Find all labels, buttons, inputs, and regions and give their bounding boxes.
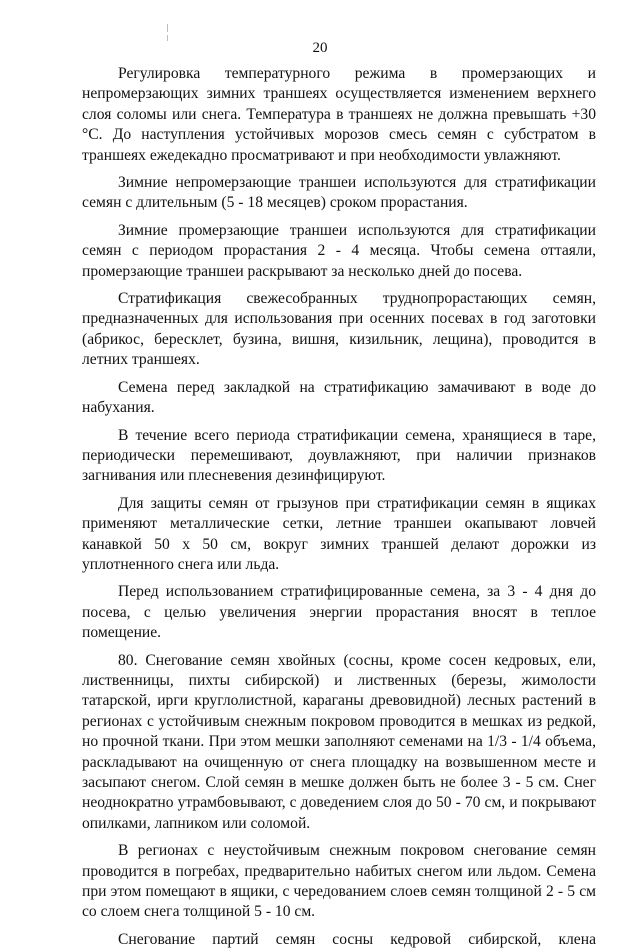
page-number: 20 [312, 40, 328, 56]
paragraph-cedar-pine-snow-treatment: Снегование партий семян сосны кедровой сибирской, клена [118, 930, 596, 948]
paragraph-rodent-protection: Для защиты семян от грызунов при стратификации семян в ящиках применяют металлические сетки, летние траншеи окапывают ловчей канавкой 50 х 50 см, вокруг зимних траншей делают дорожки из уплотненного снега или льда. [82, 494, 596, 573]
paragraph-temperature-regulation: Регулировка температурного режима в промерзающих и непромерзающих зимних траншеях осуществляется изменением верхнего слоя соломы или снега. Температура в траншеях не должна превышать +30 °С. До наступления устойчивых морозов смесь семян с субстратом в траншеях ежедекадно просматривают и при необходимости увлажняют. [82, 65, 596, 164]
document-body [82, 64, 596, 950]
paragraph-snow-treatment-80: 80. Снегование семян хвойных (сосны, кроме сосен кедровых, ели, лиственницы, пихты сибирской) и лиственных (березы, жимолости татарской, ирги круглолистной, караганы древовидной) лесных растений в регионах с устойчивым снежным покровом проводится в мешках из редкой, но прочной ткани. При этом мешки заполняют семенами на 1/3 - 1/4 объема, раскладывают на очищенную от снега площадку на возвышенном месте и засыпают снегом. Слой семян в мешке должен быть не более 3 - 5 см. Снег неоднократно утрамбовывают, с доведением слоя до 50 - 70 см, и покрывают опилками, лапником или соломой. [82, 651, 596, 832]
paragraph-non-freezing-trenches: Зимние непромерзающие траншеи используются для стратификации семян с длительным (5 - 18 месяцев) сроком прорастания. [82, 174, 596, 212]
paragraph-mixing: В течение всего периода стратификации семена, хранящиеся в таре, периодически перемешивают, доувлажняют, при наличии признаков загнивания или плесневения дезинфицируют. [82, 426, 596, 485]
scan-artifact [167, 24, 168, 32]
paragraph-freezing-trenches: Зимние промерзающие траншеи используются для стратификации семян с периодом прорастания 2 - 4 месяца. Чтобы семена оттаяли, промерзающие траншеи раскрывают за несколько дней до посева. [82, 221, 596, 280]
paragraph-fresh-seed-stratification: Стратификация свежесобранных труднопрорастающих семян, предназначенных для использования при осенних посевах в год заготовки (абрикос, бересклет, бузина, вишня, кизильник, лещина), проводится в летних траншеях. [82, 290, 596, 369]
paragraph-unstable-snow-cover: В регионах с неустойчивым снежным покровом снегование семян проводится в погребах, предварительно набитых снегом или льдом. Семена при этом помещают в ящики, с чередованием слоев семян толщиной 2 - 5 см со слоем снега толщиной 5 - 10 см. [82, 842, 596, 921]
paragraph-soaking: Семена перед закладкой на стратификацию замачивают в воде до набухания. [82, 378, 596, 417]
paragraph-warming-before-sowing: Перед использованием стратифицированные семена, за 3 - 4 дня до посева, с целью увеличения энергии прорастания вносят в теплое помещение. [82, 583, 596, 642]
